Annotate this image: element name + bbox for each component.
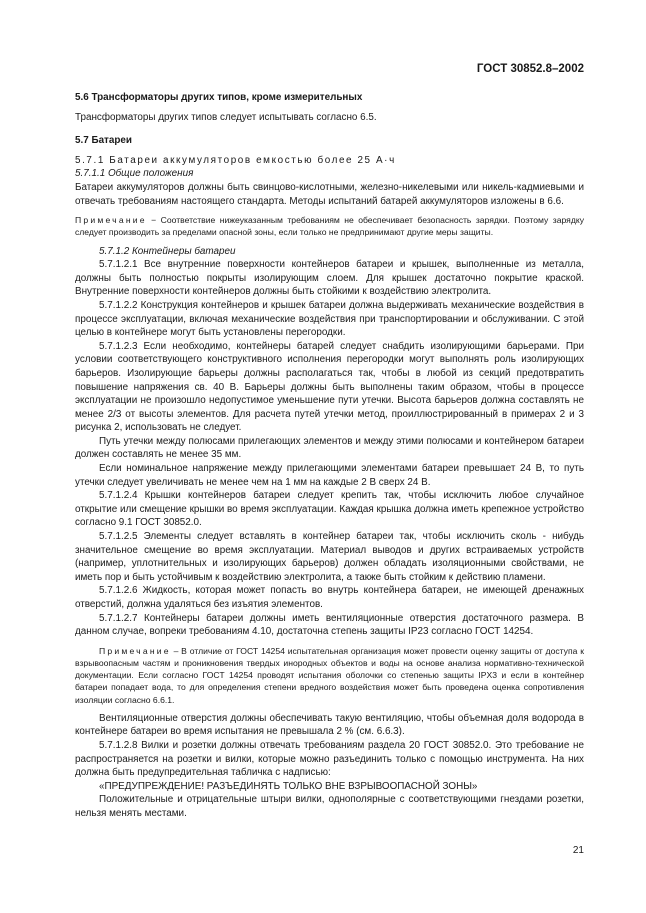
paragraph: 5.7.1.2.3 Если необходимо, контейнеры батарей следует снабдить изолирующими барьерами. При условии соответствующего конструктивного исполнения перегородки могут выполнять роль изолирующих барьеров. Изолирующие барьеры должны располагаться так, чтобы в любой из секций предотвратить повышение напряжения св. 40 В. Барьеры должны быть выполнены таким образом, чтобы в процессе эксплуатации не произошло недопустимое уменьшение пути утечки. Высота барьеров должна составлять не менее 2/3 от высоты элементов. Для расчета путей утечки метод, проиллюстрированный в примерах 2 и 3 рисунка 2, использовать не следует.: [75, 340, 584, 434]
page-content: [75, 91, 584, 821]
paragraph: 5.7.1.2.5 Элементы следует вставлять в контейнер батареи так, чтобы исключить сколь - нибудь значительное смещение во время эксплуатации. Материал выводов и других встраиваемых устройств (например, уплотнительных и изолирующих барьеров) должен обладать изоляционными свойствами, не иметь пор и быть устойчивым к воздействию электролита, а также быть стойким к действию пламени.: [75, 531, 584, 583]
subsection-5-7-1-1-heading: 5.7.1.1 Общие положения: [75, 168, 194, 180]
section-5-6-heading: 5.6 Трансформаторы других типов, кроме измерительных: [75, 92, 363, 103]
paragraph: 5.7.1.2.7 Контейнеры батареи должны иметь вентиляционные отверстия достаточного размера. В данном случае, вопреки требованиям 4.10, достаточна степень защиты IP23 согласно ГОСТ 14254.: [75, 612, 584, 638]
paragraph: Если номинальное напряжение между прилегающими элементами батареи превышает 24 В, то путь утечки следует увеличивать не менее чем на 1 мм на каждые 2 В сверх 24 В.: [75, 463, 584, 488]
paragraph: Путь утечки между полюсами прилегающих элементов и между этими полюсами и контейнером батареи должен составлять не менее 35 мм.: [75, 435, 584, 461]
standard-number: ГОСТ 30852.8–2002: [476, 63, 584, 75]
note-1: [75, 214, 584, 238]
subsection-5-7-1-2-heading: 5.7.1.2 Контейнеры батареи: [99, 245, 236, 257]
paragraph: 5.7.1.2.2 Конструкция контейнеров и крышек батареи должна выдерживать механические воздействия в процессе эксплуатации, включая механические воздействия при транспортировании и обслуживании. С этой целью в контейнере могут быть установлены перегородки.: [75, 299, 584, 339]
section-5-7-heading: 5.7 Батареи: [75, 135, 132, 147]
subsection-5-7-1-heading: 5.7.1 Батареи аккумуляторов емкостью более 25 А·ч: [75, 154, 396, 166]
paragraph: 5.7.1.2.8 Вилки и розетки должны отвечать требованиям раздела 20 ГОСТ 30852.0. Это требование не распространяется на розетки и вилки, которые можно разъединить только с помощью инструмента. На них должна быть предупредительная табличка с надписью:: [75, 739, 584, 779]
paragraph: 5.7.1.2.6 Жидкость, которая может попасть во внутрь контейнера батареи, не имеющей дренажных отверстий, должна удаляться без изъятия элементов.: [75, 585, 584, 610]
warning-inscription: «ПРЕДУПРЕЖДЕНИЕ! РАЗЪЕДИНЯТЬ ТОЛЬКО ВНЕ ВЗРЫВООПАСНОЙ ЗОНЫ»: [99, 780, 478, 792]
note-label: Примечание: [99, 645, 171, 656]
note-text: – В отличие от ГОСТ 14254 испытательная организация может провести оценку защиты от доступа к взрывоопасным частям и проникновения твердых инородных объектов и воды на основе анализа нормативно-технической документации. Если согласно ГОСТ 14254 проводят испытания оболочки со степенью защиты IPX3 и если в контейнер батареи попадает вода, то для определения степени вредного воздействия может быть проведена оценка сопротивления изоляции согласно 6.6.1.: [75, 645, 584, 705]
paragraph: Положительные и отрицательные штыри вилки, однополярные с соответствующими гнездами розетки, нельзя менять местами.: [75, 794, 584, 819]
note-2: [75, 645, 584, 706]
paragraph: 5.7.1.2.1 Все внутренние поверхности контейнеров батареи и крышек, выполненные из металла, должны быть полностью покрыты изолирующим слоем. Для крышек достаточно покрытие краской. Внутренние поверхности контейнеров должны быть стойкими к воздействию электролита.: [75, 259, 584, 298]
paragraph: Вентиляционные отверстия должны обеспечивать такую вентиляцию, чтобы объемная доля водорода в контейнере батареи во время испытания не превышала 2 % (см. 6.6.3).: [75, 712, 584, 738]
note-label: Примечание: [75, 215, 147, 226]
note-text: − Соответствие нижеуказанным требованиям не обеспечивает безопасность зарядки. Поэтому зарядку следует производить за пределами опасной зоны, если только не предпринимают другие меры защиты.: [75, 215, 584, 238]
section-5-6-text: Трансформаторы других типов следует испытывать согласно 6.5.: [75, 111, 377, 123]
page-number: 21: [572, 845, 584, 856]
paragraph: Батареи аккумуляторов должны быть свинцово-кислотными, железно-никелевыми или никель-кадмиевыми и отвечать требованиям настоящего стандарта. Методы испытаний батарей аккумуляторов изложены в 6.6.: [75, 181, 584, 207]
paragraph: 5.7.1.2.4 Крышки контейнеров батареи следует крепить так, чтобы исключить любое случайное открытие или смещение крышки во время эксплуатации. Каждая крышка должна иметь крепежное устройство согласно 9.1 ГОСТ 30852.0.: [75, 490, 584, 529]
